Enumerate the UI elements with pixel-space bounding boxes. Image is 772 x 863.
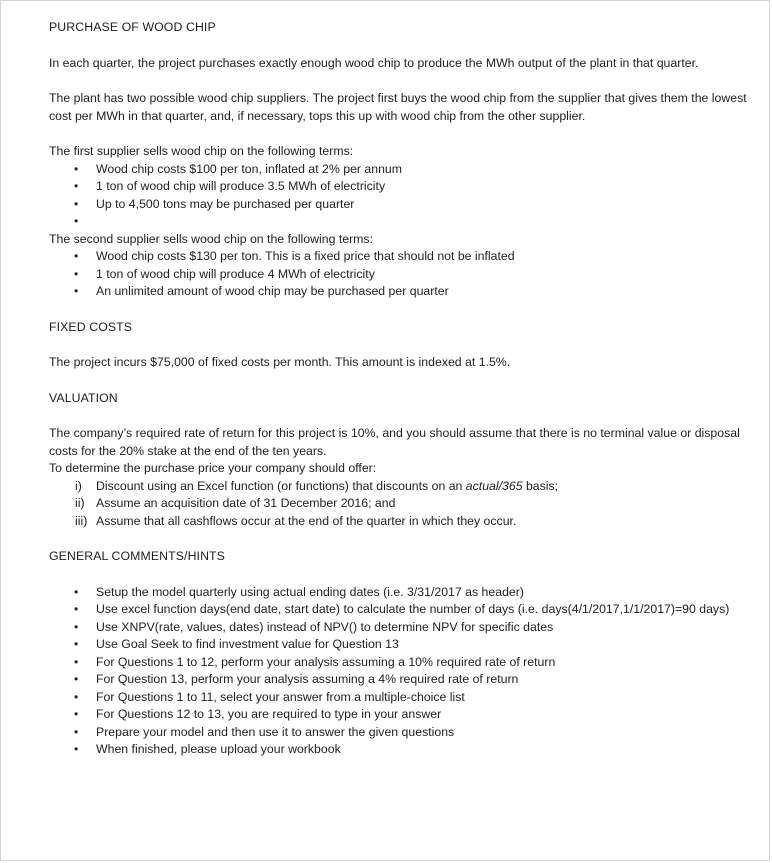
list-text: Discount using an Excel function (or functions) that discounts on an (96, 478, 466, 493)
purchase-para-2: The plant has two possible wood chip suppliers. The project first buys the wood chip from the supplier that gives them the lowest cost per MWh in that quarter, and, if necessary, tops this up with wood chip from the other supplier. (49, 91, 747, 123)
supplier2-intro: The second supplier sells wood chip on the following terms: (49, 231, 373, 246)
list-item (49, 513, 749, 531)
list-item: • Wood chip costs $130 per ton. This is a fixed price that should not be inflated (49, 248, 749, 266)
hints-heading: GENERAL COMMENTS/HINTS (49, 549, 225, 563)
list-marker: i) (75, 478, 82, 493)
list-item: • For Questions 12 to 13, you are required to type in your answer (49, 706, 749, 724)
list-text: Assume an acquisition date of 31 December 2016; and (96, 496, 396, 510)
supplier2-terms-list (49, 248, 749, 301)
fixed-costs-heading: FIXED COSTS (49, 319, 133, 334)
hints-list (49, 584, 749, 759)
list-marker: ii) (75, 496, 85, 510)
list-item: • 1 ton of wood chip will produce 4 MWh of electricity (49, 266, 749, 284)
valuation-heading: VALUATION (49, 390, 118, 405)
document-content (49, 19, 749, 759)
list-item: • For Questions 1 to 11, select your answer from a multiple-choice list (49, 689, 749, 707)
offer-intro: To determine the purchase price your company should offer: (49, 461, 377, 475)
valuation-steps-list (49, 478, 749, 531)
fixed-costs-para: The project incurs $75,000 of fixed costs per month. This amount is indexed at 1.5%. (49, 355, 511, 369)
supplier1-terms-list (49, 161, 749, 231)
supplier1-intro: The first supplier sells wood chip on the following terms: (49, 144, 354, 158)
list-item: • Prepare your model and then use it to answer the given questions (49, 724, 749, 742)
list-marker: iii) (75, 513, 88, 528)
list-item (49, 478, 749, 496)
list-item: • Wood chip costs $100 per ton, inflated at 2% per annum (49, 161, 749, 179)
list-item: • 1 ton of wood chip will produce 3.5 MWh of electricity (49, 178, 749, 196)
empty-list-item (49, 213, 749, 231)
list-item: • An unlimited amount of wood chip may be purchased per quarter (49, 283, 749, 301)
purchase-para-1: In each quarter, the project purchases exactly enough wood chip to produce the MWh output of the plant in that quarter. (49, 55, 699, 70)
list-emphasis: actual/365 (465, 478, 523, 493)
list-item: • Use excel function days(end date, start date) to calculate the number of days (i.e. days(4/1/2017,1/1/2017)=90 days) (49, 601, 749, 619)
list-item: • When finished, please upload your workbook (49, 741, 749, 759)
list-text-tail: basis; (522, 478, 559, 493)
list-item: • Use Goal Seek to find investment value for Question 13 (49, 636, 749, 654)
list-item: • Setup the model quarterly using actual ending dates (i.e. 3/31/2017 as header) (49, 584, 749, 602)
list-item: • For Question 13, perform your analysis assuming a 4% required rate of return (49, 671, 749, 689)
purchase-heading: PURCHASE OF WOOD CHIP (49, 20, 216, 34)
list-item: • For Questions 1 to 12, perform your analysis assuming a 10% required rate of return (49, 654, 749, 672)
list-item: • Use XNPV(rate, values, dates) instead of NPV() to determine NPV for specific dates (49, 619, 749, 637)
list-text: Assume that all cashflows occur at the end of the quarter in which they occur. (96, 513, 517, 528)
list-item: • Up to 4,500 tons may be purchased per quarter (49, 196, 749, 214)
list-item (49, 495, 749, 513)
valuation-para: The company’s required rate of return for this project is 10%, and you should assume that there is no terminal value or disposal costs for the 20% stake at the end of the ten years. (49, 426, 740, 458)
